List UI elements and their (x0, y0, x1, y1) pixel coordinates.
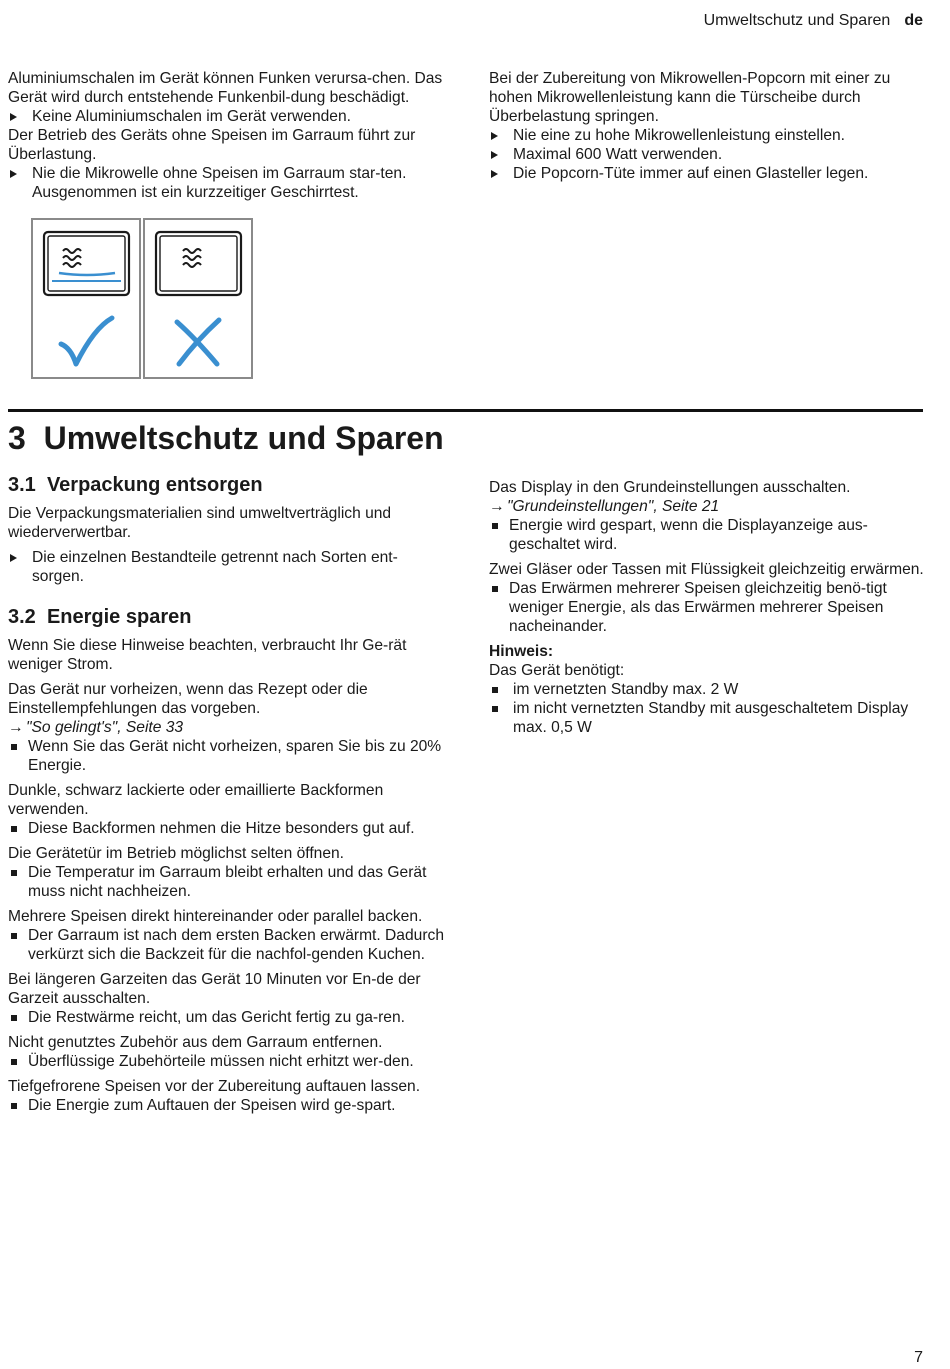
tip-text: Bei längeren Garzeiten das Gerät 10 Minuten vor En-de der Garzeit ausschalten. (8, 971, 421, 1007)
warning-popcorn-block (489, 69, 929, 183)
panel-correct (31, 218, 141, 379)
left-column-sections (8, 473, 448, 1115)
result-item: Überflüssige Zubehörteile müssen nicht erhitzt wer-den. (8, 1052, 448, 1071)
result-item: Wenn Sie das Gerät nicht vorheizen, sparen Sie bis zu 20% Energie. (8, 737, 448, 775)
chapter-number: 3 (8, 420, 26, 456)
chapter-title-text: Umweltschutz und Sparen (43, 420, 444, 456)
note-item: im vernetzten Standby max. 2 W (489, 680, 929, 699)
section-3-2-heading (8, 605, 448, 629)
section-number: 3.2 (8, 606, 36, 628)
panel-incorrect (143, 218, 253, 379)
page-header (704, 11, 923, 31)
section-number: 3.1 (8, 474, 36, 496)
checkmark-icon (61, 318, 112, 364)
result-item: Das Erwärmen mehrerer Speisen gleichzeitig benö-tigt weniger Energie, als das Erwärmen mehrerer Speisen nacheinander. (489, 579, 929, 636)
tip-text: Die Gerätetür im Betrieb möglichst selten öffnen. (8, 845, 345, 862)
result-item: Diese Backformen nehmen die Hitze besonders gut auf. (8, 819, 448, 838)
tip-text: Das Gerät nur vorheizen, wenn das Rezept oder die Einstellempfehlungen das vorgeben. (8, 681, 368, 717)
chapter-title (8, 418, 444, 458)
right-column-tips (489, 478, 929, 737)
instruction-item: Nie eine zu hohe Mikrowellenleistung einstellen. (489, 126, 929, 145)
section-text: Wenn Sie diese Hinweise beachten, verbraucht Ihr Ge-rät weniger Strom. (8, 637, 407, 673)
cross-icon (177, 320, 219, 364)
tip-text: Mehrere Speisen direkt hintereinander oder parallel backen. (8, 908, 423, 925)
tip-text: Tiefgefrorene Speisen vor der Zubereitung auftauen lassen. (8, 1078, 421, 1095)
instruction-item: Die einzelnen Bestandteile getrennt nach Sorten ent-sorgen. (8, 548, 448, 586)
section-text: Die Verpackungsmaterialien sind umweltverträglich und wiederverwertbar. (8, 505, 392, 541)
chapter-rule (8, 409, 923, 412)
warning-aluminium-block (8, 69, 448, 202)
note-item: im nicht vernetzten Standby mit ausgeschaltetem Display max. 0,5 W (489, 699, 929, 737)
tip-text: Nicht genutztes Zubehör aus dem Garraum entfernen. (8, 1034, 383, 1051)
tip-text: Das Display in den Grundeinstellungen ausschalten. (489, 479, 851, 496)
tip-text: Zwei Gläser oder Tassen mit Flüssigkeit gleichzeitig erwärmen. (489, 561, 924, 578)
warning-text: Der Betrieb des Geräts ohne Speisen im Garraum führt zur Überlastung. (8, 127, 416, 163)
note-label: Hinweis: (489, 643, 554, 660)
section-title: Energie sparen (46, 606, 192, 628)
result-item: Der Garraum ist nach dem ersten Backen erwärmt. Dadurch verkürzt sich die Backzeit für die nachfol-genden Kuchen. (8, 926, 448, 964)
result-item: Die Energie zum Auftauen der Speisen wird ge-spart. (8, 1096, 448, 1115)
cross-reference-link[interactable]: → "So gelingt's", Seite 33 (8, 718, 448, 737)
result-item: Energie wird gespart, wenn die Displayanzeige aus-geschaltet wird. (489, 516, 929, 554)
instruction-item: Nie die Mikrowelle ohne Speisen im Garraum star-ten. Ausgenommen ist ein kurzzeitiger Geschirrtest. (8, 164, 448, 202)
instruction-item: Keine Aluminiumschalen im Gerät verwenden. (8, 107, 448, 126)
microwave-empty-icon (156, 232, 241, 295)
microwave-with-food-icon (44, 232, 129, 295)
note-text: Das Gerät benötigt: (489, 662, 625, 679)
page-number: 7 (914, 1349, 923, 1366)
header-language: de (904, 12, 923, 29)
section-3-1-heading (8, 473, 448, 497)
instruction-item: Die Popcorn-Tüte immer auf einen Glasteller legen. (489, 164, 929, 183)
tip-text: Dunkle, schwarz lackierte oder emaillierte Backformen verwenden. (8, 782, 384, 818)
result-item: Die Temperatur im Garraum bleibt erhalten und das Gerät muss nicht nachheizen. (8, 863, 448, 901)
cross-reference-link[interactable]: → "Grundeinstellungen", Seite 21 (489, 497, 929, 516)
warning-text: Bei der Zubereitung von Mikrowellen-Popcorn mit einer zu hohen Mikrowellenleistung kann die Türscheibe durch Überbelastung springen. (489, 70, 891, 125)
section-title: Verpackung entsorgen (46, 474, 263, 496)
header-title: Umweltschutz und Sparen (703, 12, 891, 29)
instruction-item: Maximal 600 Watt verwenden. (489, 145, 929, 164)
result-item: Die Restwärme reicht, um das Gericht fertig zu ga-ren. (8, 1008, 448, 1027)
warning-text: Aluminiumschalen im Gerät können Funken verursa-chen. Das Gerät wird durch entstehende Funkenbil-dung beschädigt. (8, 70, 443, 106)
